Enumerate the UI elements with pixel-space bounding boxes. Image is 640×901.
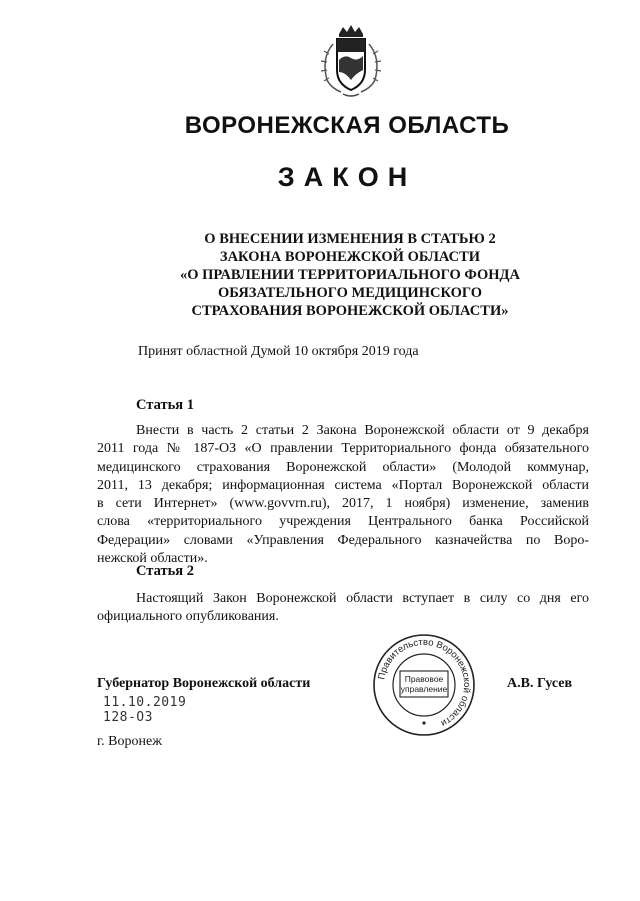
paragraph-line: медицинского страхования Воронежской области» (Молодой коммунар, <box>97 459 589 475</box>
paragraph-line: 2011, 13 декабря; информационная система «Портал Воронежской области <box>97 477 589 493</box>
article-2-heading: Статья 2 <box>136 563 194 579</box>
paragraph-line: 2011 года № 187-ОЗ «О правлении Территориального фонда обязательного <box>97 441 589 457</box>
article-1-heading: Статья 1 <box>136 397 194 413</box>
paragraph-line: в сети Интернет» (www.govvrn.ru), 2017, 1 ноября) изменение, заменив <box>97 496 589 512</box>
paragraph-line: официального опубликования. <box>97 609 279 625</box>
governor-title: Губернатор Воронежской области <box>97 676 311 691</box>
law-title-line: ОБЯЗАТЕЛЬНОГО МЕДИЦИНСКОГО <box>217 285 483 301</box>
law-title-line: ЗАКОНА ВОРОНЕЖСКОЙ ОБЛАСТИ <box>219 249 481 265</box>
document-type: ЗАКОН <box>277 162 417 192</box>
paragraph-line: Внести в часть 2 статьи 2 Закона Воронежской области от 9 декабря <box>136 423 589 438</box>
governor-name: А.В. Гусев <box>507 676 573 691</box>
paragraph-line: Настоящий Закон Воронежской области вступает в силу со дня его <box>136 591 589 606</box>
city: г. Воронеж <box>97 734 162 749</box>
adoption-note: Принят областной Думой 10 октября 2019 года <box>138 344 419 359</box>
svg-text:Правительство Воронежской обла: Правительство Воронежской области <box>376 636 473 729</box>
law-title-line: О ВНЕСЕНИИ ИЗМЕНЕНИЯ В СТАТЬЮ 2 <box>204 231 496 247</box>
paragraph-line: слова «территориального учреждения Центрального банка Российской <box>97 514 589 530</box>
law-title-line: «О ПРАВЛЕНИИ ТЕРРИТОРИАЛЬНОГО ФОНДА <box>179 267 520 283</box>
registration-number: 128-ОЗ <box>103 710 153 725</box>
registration-date: 11.10.2019 <box>103 695 187 710</box>
law-title-line: СТРАХОВАНИЯ ВОРОНЕЖСКОЙ ОБЛАСТИ» <box>191 303 509 319</box>
svg-text:управление: управление <box>400 684 448 694</box>
article-1-text <box>97 422 589 568</box>
coat-of-arms-icon <box>315 24 387 100</box>
paragraph-line: нежской области». <box>97 551 208 567</box>
svg-text:Правовое: Правовое <box>404 674 444 684</box>
article-2-text <box>97 590 589 627</box>
law-title <box>120 230 580 320</box>
paragraph-line: Федерации» словами «Управления Федерального казначейства по Воро- <box>97 532 589 548</box>
region-title: ВОРОНЕЖСКАЯ ОБЛАСТЬ <box>184 112 510 139</box>
seal-stamp-icon <box>372 633 476 737</box>
